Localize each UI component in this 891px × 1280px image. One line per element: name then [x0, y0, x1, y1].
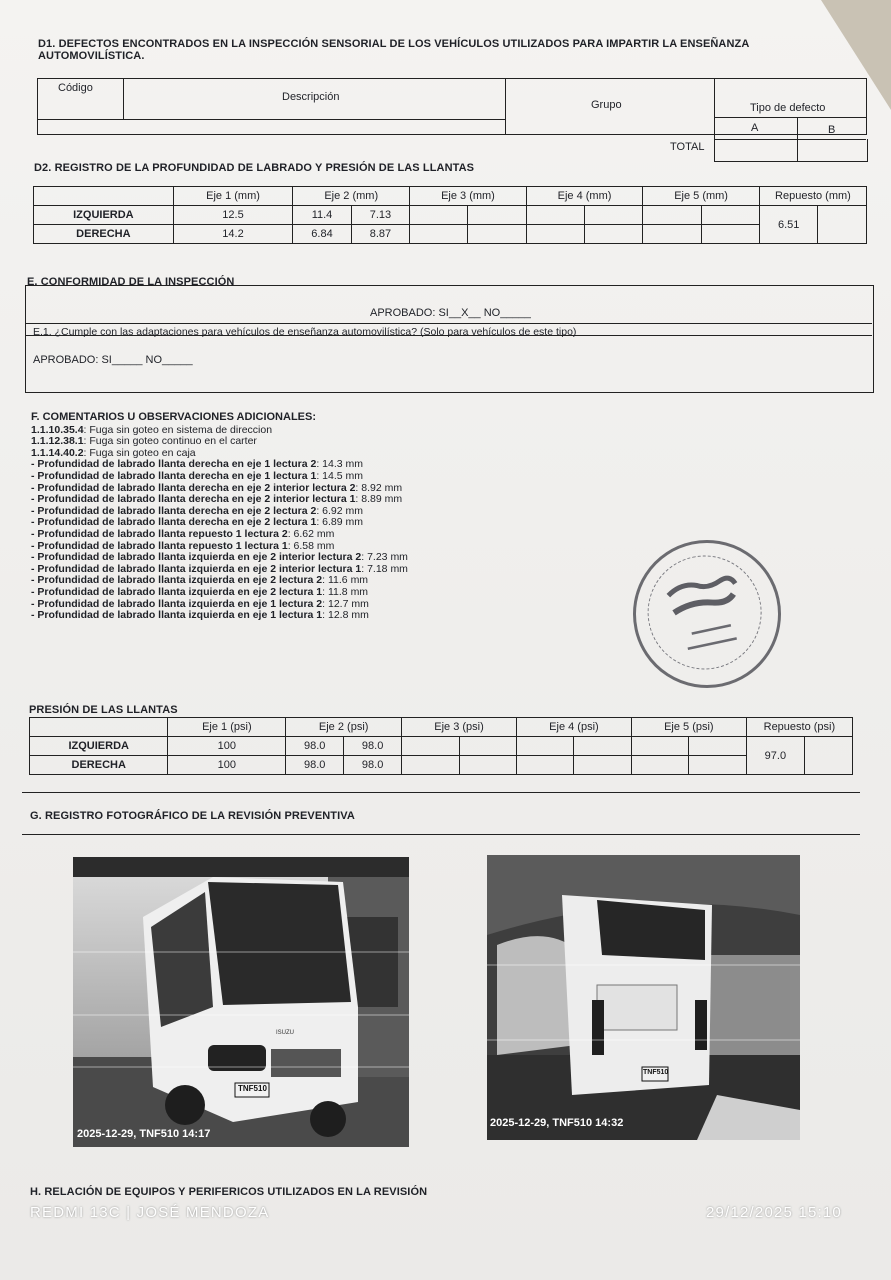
d2-left-eje5-b [701, 206, 759, 225]
presion-right-eje4-a [516, 756, 573, 775]
presion-corner-cell [30, 718, 168, 737]
stamp-marks-icon [619, 527, 787, 695]
d1-title [38, 38, 838, 62]
presion-header-eje1: Eje 1 (psi) [168, 718, 286, 737]
d1-divider-2 [505, 78, 506, 134]
presion-header-repuesto: Repuesto (psi) [746, 718, 852, 737]
e1-aprobado: APROBADO: SI_____ NO_____ [33, 354, 193, 366]
bus-rear-plate: TNF510 [643, 1069, 669, 1076]
camera-watermark-left: REDMI 13C | JOSÉ MENDOZA [30, 1204, 270, 1221]
presion-right-label: DERECHA [30, 756, 168, 775]
presion-left-eje4-a [516, 737, 573, 756]
comment-key: - Profundidad de labrado llanta izquierda en eje 2 lectura 2 [31, 574, 323, 587]
photo1-caption: 2025-12-29, TNF510 14:17 [77, 1128, 211, 1140]
e-title: E. CONFORMIDAD DE LA INSPECCIÓN [27, 276, 235, 288]
d2-left-eje3-b [468, 206, 526, 225]
presion-right-eje5-b [689, 756, 746, 775]
presion-header-eje4: Eje 4 (psi) [516, 718, 631, 737]
comment-key: - Profundidad de labrado llanta repuesto 1 lectura 2 [31, 527, 288, 540]
d1-col-b: B [828, 124, 836, 136]
d2-left-label: IZQUIERDA [34, 206, 174, 225]
photo-bus-front [73, 857, 409, 1147]
g-title: G. REGISTRO FOTOGRÁFICO DE LA REVISIÓN PREVENTIVA [30, 810, 355, 822]
d2-right-eje2-a: 6.84 [293, 225, 351, 244]
d1-total-label: TOTAL [670, 141, 705, 153]
comment-key: - Profundidad de labrado llanta derecha en eje 2 interior lectura 1 [31, 493, 356, 506]
presion-title: PRESIÓN DE LAS LLANTAS [29, 704, 178, 716]
presion-header-eje5: Eje 5 (psi) [631, 718, 746, 737]
d1-title-line2: AUTOMOVILÍSTICA. [38, 50, 145, 62]
d2-left-eje4-a [526, 206, 584, 225]
d1-col-tipo: Tipo de defecto [750, 102, 826, 114]
comment-value: : Fuga sin goteo en sistema de direccion [83, 423, 273, 436]
bus-front-image-icon [73, 857, 409, 1147]
comment-key: 1.1.14.40.2 [31, 446, 84, 459]
d2-right-eje4-b [585, 225, 643, 244]
comment-value: : 7.23 mm [361, 551, 408, 564]
d2-header-eje4: Eje 4 (mm) [526, 187, 643, 206]
comment-key: - Profundidad de labrado llanta izquierda en eje 2 interior lectura 1 [31, 562, 362, 575]
d1-col-a: A [751, 122, 759, 134]
d2-header-eje5: Eje 5 (mm) [643, 187, 760, 206]
bus-front-plate: TNF510 [238, 1084, 267, 1093]
comment-value: : 6.89 mm [316, 516, 364, 529]
d2-left-eje2-a: 11.4 [293, 206, 351, 225]
d2-left-eje3-a [410, 206, 468, 225]
d2-tread-table [33, 186, 867, 244]
d1-col-descripcion: Descripción [282, 91, 340, 103]
d2-corner-cell [34, 187, 174, 206]
d2-right-eje4-a [526, 225, 584, 244]
comment-key: - Profundidad de labrado llanta derecha en eje 2 lectura 1 [31, 516, 317, 529]
presion-left-eje3-b [459, 737, 516, 756]
bus-rear-image-icon [487, 855, 800, 1140]
comment-key: 1.1.12.38.1 [31, 435, 84, 448]
g-bottom-rule [22, 834, 860, 835]
d2-right-eje1: 14.2 [173, 225, 293, 244]
comment-key: - Profundidad de labrado llanta izquierda en eje 2 interior lectura 2 [31, 551, 362, 564]
presion-right-eje2-a: 98.0 [286, 756, 344, 775]
comment-value: : 6.62 mm [287, 527, 335, 540]
comment-value: : 12.8 mm [322, 609, 369, 622]
presion-left-eje2-b: 98.0 [344, 737, 402, 756]
presion-right-eje5-a [631, 756, 688, 775]
presion-repuesto-empty [804, 737, 852, 775]
d1-title-line1: D1. DEFECTOS ENCONTRADOS EN LA INSPECCIÓN SENSORIAL DE LOS VEHÍCULOS UTILIZADOS PARA IMPARTIR LA ENSEÑANZA [38, 38, 750, 50]
comment-key: - Profundidad de labrado llanta repuesto 1 lectura 1 [31, 539, 288, 552]
comment-value: : 7.18 mm [361, 562, 408, 575]
d1-defects-table [37, 78, 867, 135]
presion-header-eje2: Eje 2 (psi) [286, 718, 402, 737]
f-title: F. COMENTARIOS U OBSERVACIONES ADICIONALES: [31, 411, 317, 423]
comment-key: - Profundidad de labrado llanta izquierda en eje 2 lectura 1 [31, 585, 323, 598]
presion-table [29, 717, 853, 775]
comment-value: : 11.6 mm [322, 574, 369, 587]
camera-watermark-right: 29/12/2025 15:10 [706, 1204, 842, 1221]
presion-left-eje5-a [631, 737, 688, 756]
d2-header-eje2: Eje 2 (mm) [293, 187, 410, 206]
d2-right-label: DERECHA [34, 225, 174, 244]
presion-header-eje3: Eje 3 (psi) [402, 718, 517, 737]
bus-brand-label: ISUZU [276, 1030, 294, 1036]
comment-key: 1.1.10.35.4 [31, 423, 84, 436]
presion-left-eje3-a [402, 737, 459, 756]
d2-header-repuesto: Repuesto (mm) [759, 187, 866, 206]
presion-right-eje1: 100 [168, 756, 286, 775]
comment-value: : Fuga sin goteo continuo en el carter [83, 435, 257, 448]
d2-title: D2. REGISTRO DE LA PROFUNDIDAD DE LABRADO Y PRESIÓN DE LAS LLANTAS [34, 162, 475, 174]
e-divider-1 [25, 323, 872, 324]
h-title: H. RELACIÓN DE EQUIPOS Y PERIFERICOS UTILIZADOS EN LA REVISIÓN [30, 1186, 428, 1198]
comment-key: - Profundidad de labrado llanta izquierda en eje 1 lectura 2 [31, 597, 323, 610]
comment-value: : 11.8 mm [322, 585, 369, 598]
comment-key: - Profundidad de labrado llanta derecha en eje 2 interior lectura 2 [31, 481, 356, 494]
comment-value: : 8.89 mm [355, 493, 403, 506]
presion-left-eje1: 100 [168, 737, 286, 756]
comment-value: : 14.3 mm [316, 458, 364, 471]
photo2-caption: 2025-12-29, TNF510 14:32 [490, 1117, 624, 1129]
comment-key: - Profundidad de labrado llanta derecha en eje 1 lectura 2 [31, 458, 317, 471]
comment-key: - Profundidad de labrado llanta derecha en eje 2 lectura 2 [31, 504, 317, 517]
d2-right-eje3-a [410, 225, 468, 244]
presion-right-eje4-b [574, 756, 631, 775]
comment-key: - Profundidad de labrado llanta izquierda en eje 1 lectura 1 [31, 609, 323, 622]
comment-value: : 8.92 mm [355, 481, 403, 494]
d2-header-eje1: Eje 1 (mm) [173, 187, 293, 206]
comment-row [31, 610, 408, 622]
photo-bus-rear [487, 855, 800, 1140]
d2-repuesto-value: 6.51 [759, 206, 818, 244]
presion-left-eje5-b [689, 737, 746, 756]
d1-row-line-2 [714, 117, 866, 118]
presion-left-label: IZQUIERDA [30, 737, 168, 756]
f-comments [31, 412, 408, 622]
d1-divider-1 [123, 78, 124, 120]
presion-right-eje3-b [459, 756, 516, 775]
presion-repuesto-value: 97.0 [746, 737, 804, 775]
d2-right-eje5-a [643, 225, 701, 244]
e-conformity-box [25, 285, 874, 393]
e-aprobado: APROBADO: SI__X__ NO_____ [370, 307, 531, 319]
d1-row-line-1 [37, 119, 505, 120]
presion-left-eje2-a: 98.0 [286, 737, 344, 756]
presion-right-eje2-b: 98.0 [344, 756, 402, 775]
d2-header-eje3: Eje 3 (mm) [410, 187, 527, 206]
comment-value: : 6.92 mm [316, 504, 364, 517]
d2-left-eje4-b [585, 206, 643, 225]
d2-left-eje1: 12.5 [173, 206, 293, 225]
comment-value: : 12.7 mm [322, 597, 369, 610]
e1-question: E.1. ¿Cumple con las adaptaciones para vehículos de enseñanza automovilística? (Solo para vehículos de este tipo) [33, 326, 577, 338]
d2-left-eje5-a [643, 206, 701, 225]
comment-key: - Profundidad de labrado llanta derecha en eje 1 lectura 1 [31, 469, 317, 482]
d2-repuesto-empty [818, 206, 867, 244]
presion-right-eje3-a [402, 756, 459, 775]
d1-col-codigo: Código [58, 82, 93, 94]
d2-right-eje3-b [468, 225, 526, 244]
d1-total-box [714, 139, 868, 162]
g-top-rule [22, 792, 860, 793]
d2-right-eje5-b [701, 225, 759, 244]
comment-value: : 6.58 mm [287, 539, 335, 552]
presion-left-eje4-b [574, 737, 631, 756]
d1-col-grupo: Grupo [591, 99, 622, 111]
comment-value: : 14.5 mm [316, 469, 364, 482]
comment-value: : Fuga sin goteo en caja [83, 446, 196, 459]
d2-right-eje2-b: 8.87 [351, 225, 409, 244]
d2-left-eje2-b: 7.13 [351, 206, 409, 225]
